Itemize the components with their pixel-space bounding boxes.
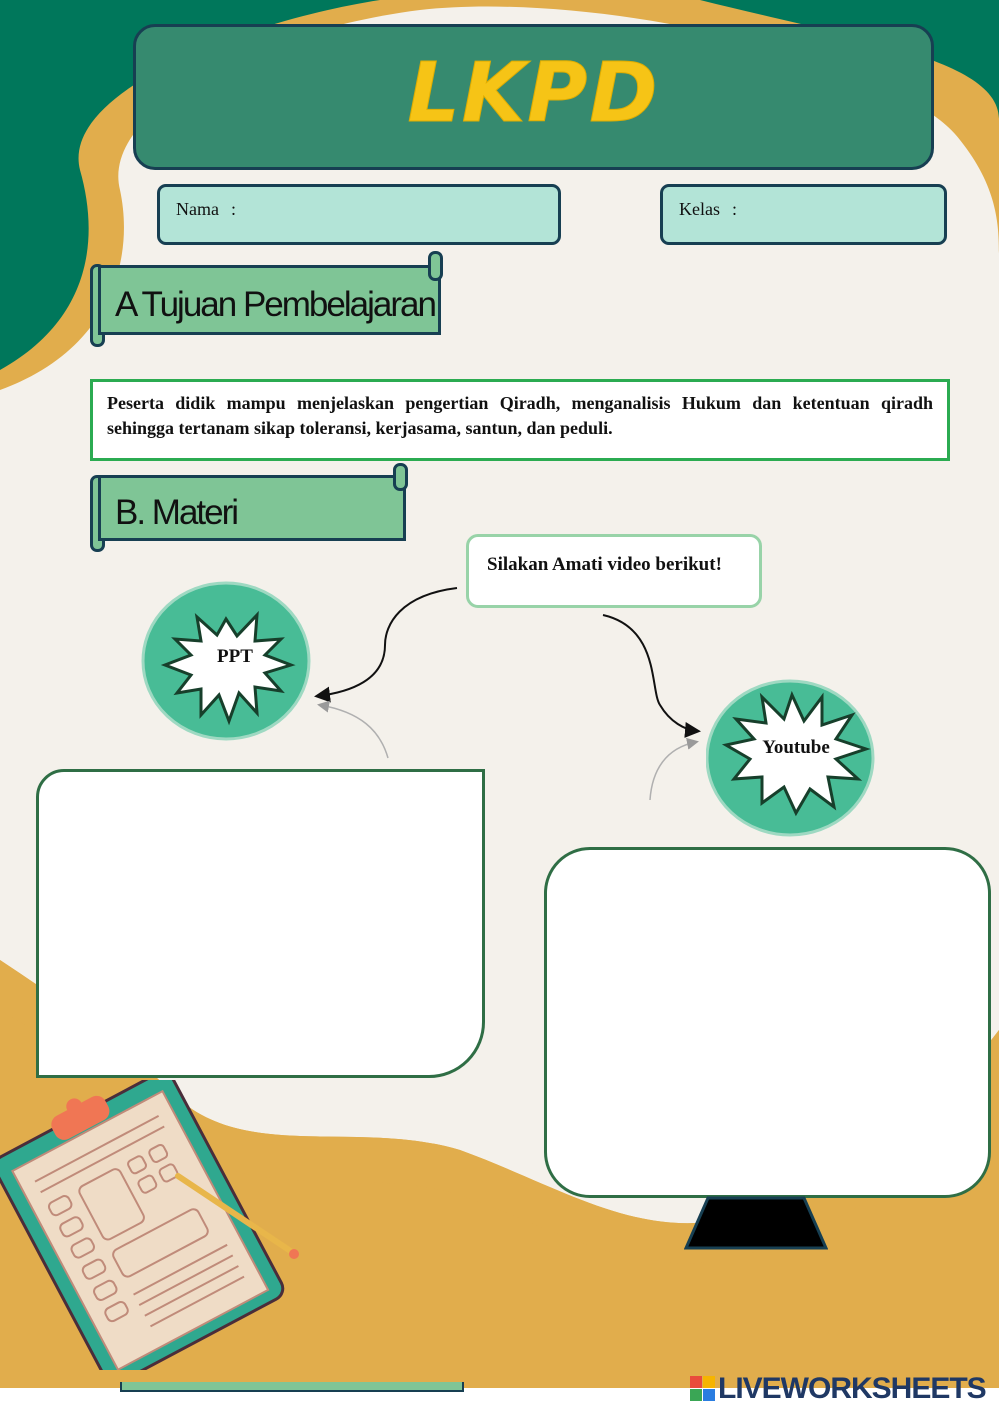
youtube-badge[interactable] xyxy=(706,679,876,837)
bottom-scroll-strip xyxy=(120,1382,464,1392)
hint-arrow-right xyxy=(650,742,696,800)
hint-arrow-left xyxy=(320,705,388,758)
name-label: Nama xyxy=(176,199,219,219)
section-a-heading: A Tujuan Pembelajaran xyxy=(98,265,441,335)
section-b-heading: B. Materi xyxy=(98,475,406,541)
class-separator: : xyxy=(731,199,737,219)
class-label: Kelas xyxy=(679,199,720,219)
ppt-content-panel[interactable] xyxy=(36,769,485,1078)
clipboard-illustration xyxy=(0,1080,310,1370)
liveworksheets-brand xyxy=(690,1370,990,1408)
youtube-video-panel[interactable] xyxy=(544,847,991,1198)
arrow-to-youtube xyxy=(603,615,697,731)
monitor-stand xyxy=(684,1196,828,1250)
instruction-callout: Silakan Amati video berikut! xyxy=(466,534,762,608)
ppt-label: PPT xyxy=(217,646,253,667)
ppt-badge[interactable] xyxy=(141,581,311,741)
youtube-label: Youtube xyxy=(762,737,830,758)
liveworksheets-logo-icon xyxy=(690,1376,716,1402)
learning-objective-text: Peserta didik mampu menjelaskan pengertian Qiradh, menganalisis Hukum dan ketentuan qiradh sehingga tertanam sikap toleransi, kerjasama, santun, dan peduli. xyxy=(90,379,950,461)
name-separator: : xyxy=(230,199,236,219)
brand-name: LIVEWORKSHEETS xyxy=(718,1372,986,1405)
arrow-to-ppt xyxy=(318,588,457,696)
page-title: LKPD xyxy=(407,46,660,141)
